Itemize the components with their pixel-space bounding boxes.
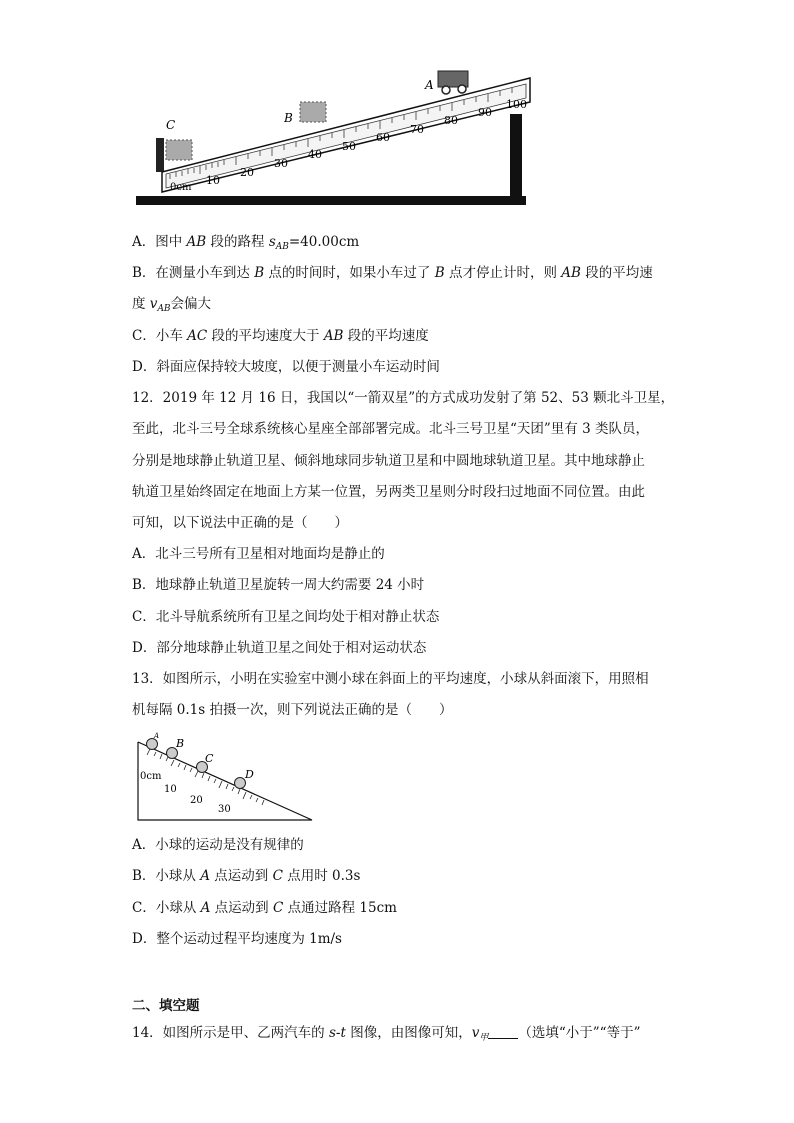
q13-option-a: A．小球的运动是没有规律的: [132, 837, 304, 853]
ruler-label-40: 40: [308, 148, 322, 161]
q14-stem: 14．如图所示是甲、乙两汽车的 s-t 图像，由图像可知，$v_甲$ （选填“小于”“等于”: [132, 1025, 641, 1043]
q12-option-a: A．北斗三号所有卫星相对地面均是静止的: [132, 546, 385, 562]
tick-label-20: 20: [190, 795, 203, 806]
right-support: [510, 114, 522, 204]
label-c: C: [166, 118, 176, 132]
q13-option-b: B．小球从 A 点运动到 C 点用时 0.3s: [132, 868, 361, 884]
ruler-label-30: 30: [274, 157, 288, 170]
ball-d: [235, 778, 246, 789]
cart-a: [438, 71, 468, 94]
answer-blank[interactable]: [488, 1024, 518, 1039]
ruler-label-20: 20: [240, 166, 254, 179]
stopper-block: [156, 138, 164, 172]
ruler-label-100: 100: [506, 98, 527, 111]
tick-label-30: 30: [218, 804, 231, 815]
ruler-label-80: 80: [444, 114, 458, 127]
q13-stem-2: 机每隔 0.1s 拍摄一次，则下列说法正确的是（ ）: [132, 702, 453, 718]
q13-stem-1: 13．如图所示，小明在实验室中测小球在斜面上的平均速度，小球从斜面滚下，用照相: [132, 671, 649, 687]
cart-ghost-c: [166, 140, 192, 160]
q12-stem-5: 可知，以下说法中正确的是（ ）: [132, 515, 348, 531]
section-heading: 二、填空题: [132, 998, 200, 1014]
q13-option-d: D．整个运动过程平均速度为 1m/s: [132, 931, 342, 947]
tick-label-10: 10: [164, 784, 177, 795]
ruler-label-70: 70: [410, 123, 424, 136]
cart-ghost-b: [300, 102, 326, 122]
label-a: A: [154, 732, 160, 740]
tick-label-0: 0cm: [140, 771, 162, 782]
label-d: D: [245, 768, 254, 781]
label-b: B: [176, 737, 185, 750]
q12-stem-2: 至此，北斗三号全球系统核心星座全部部署完成。北斗三号卫星“天团”里有 3 类队员，: [132, 421, 649, 437]
label-a: A: [425, 78, 434, 92]
q12-stem-1: 12．2019 年 12 月 16 日，我国以“一箭双星”的方式成功发射了第 52、53 颗北斗卫星，: [132, 390, 675, 406]
ruler-label-50: 50: [342, 140, 356, 153]
ball-a: [147, 739, 158, 750]
ruler-label-0: 0cm: [170, 182, 192, 193]
q11-option-d: D．斜面应保持较大坡度，以便于测量小车运动时间: [132, 359, 440, 375]
q13-option-c: C．小球从 A 点运动到 C 点通过路程 15cm: [132, 900, 397, 916]
ruler-label-90: 90: [478, 106, 492, 119]
ground-base: [136, 196, 526, 205]
q11-option-a: A．图中 AB 段的路程 $s_{AB}=40.00cm$: [132, 234, 360, 252]
ruler-label-10: 10: [206, 174, 220, 187]
q11-option-b: B．在测量小车到达 B 点的时间时，如果小车过了 B 点才停止计时，则 AB 段的平均速: [132, 265, 653, 281]
q12-option-b: B．地球静止轨道卫星旋转一周大约需要 24 小时: [132, 577, 425, 593]
ruler-label-60: 60: [376, 131, 390, 144]
q11-option-b-cont: 度 $v_{AB}$会偏大: [132, 296, 212, 314]
q12-option-d: D．部分地球静止轨道卫星之间处于相对运动状态: [132, 640, 427, 656]
q12-stem-4: 轨道卫星始终固定在地面上方某一位置，另两类卫星则分时段扫过地面不同位置。由此: [132, 484, 645, 500]
incline-ruler-figure: [128, 62, 548, 212]
q12-option-c: C．北斗导航系统所有卫星之间均处于相对静止状态: [132, 609, 440, 625]
label-b: B: [284, 111, 293, 125]
label-c: C: [205, 752, 214, 765]
q11-option-c: C．小车 AC 段的平均速度大于 AB 段的平均速度: [132, 328, 429, 344]
ruler-strip: [166, 84, 526, 188]
q12-stem-3: 分别是地球静止轨道卫星、倾斜地球同步轨道卫星和中圆地球轨道卫星。其中地球静止: [132, 453, 645, 469]
ball-incline-figure: [130, 732, 330, 827]
